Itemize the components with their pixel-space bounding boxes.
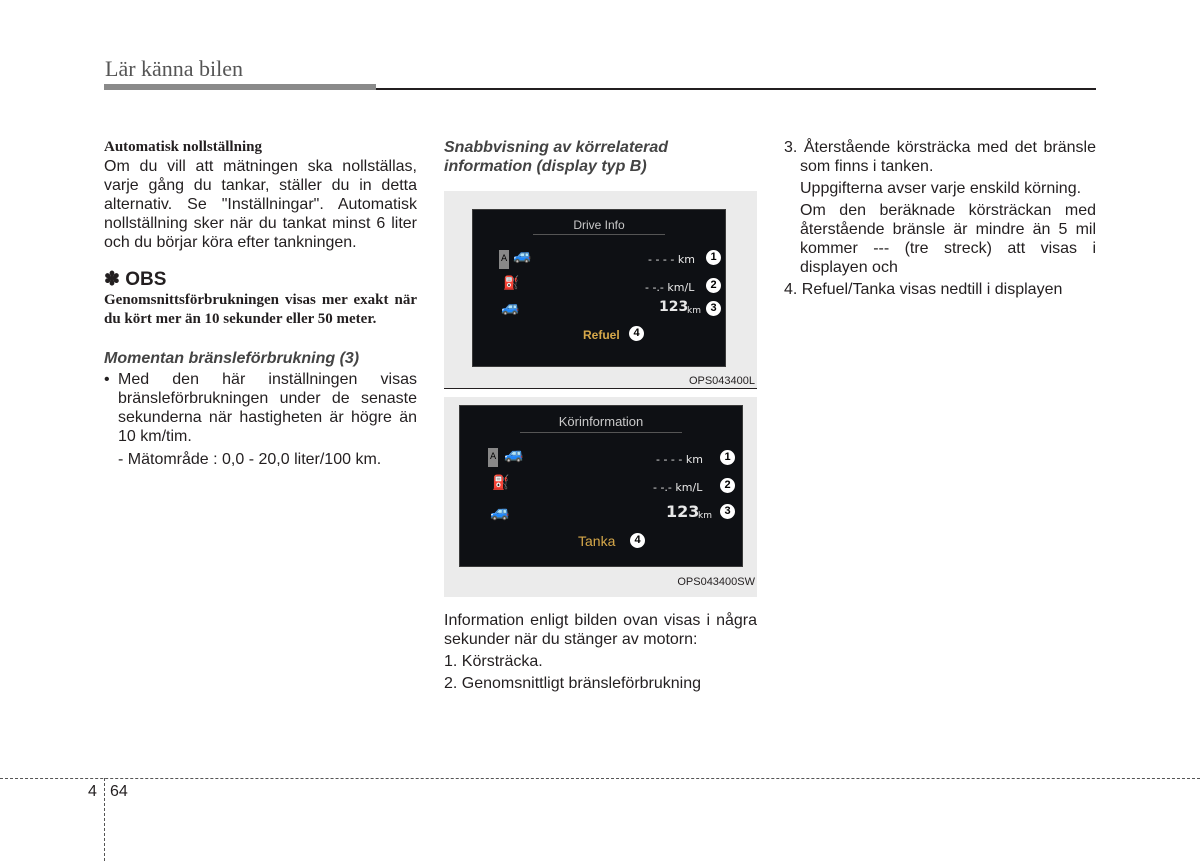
badge-a-icon: A bbox=[499, 250, 509, 269]
figure-drive-info bbox=[444, 191, 757, 389]
page-header-title: Lär känna bilen bbox=[105, 56, 244, 81]
obs-heading bbox=[104, 270, 417, 289]
figure-caption: OPS043400L bbox=[688, 375, 755, 387]
footer-dashed-rule bbox=[0, 778, 1200, 779]
obs-star-icon: ✽ bbox=[104, 269, 120, 290]
figure-divider bbox=[444, 388, 757, 389]
item3-note-2: Om den beräknade körsträckan med återstående bränsle är mindre än 5 mil kommer --- (tre streck) att visas i displayen och bbox=[800, 202, 1096, 276]
screen-title: Drive Info bbox=[573, 218, 625, 232]
obs-text: Genomsnittsförbrukningen visas mer exakt när du kört mer än 10 sekunder eller 50 meter. bbox=[104, 292, 417, 327]
marker-2: 2 bbox=[720, 478, 735, 493]
screen-title: Körinformation bbox=[558, 414, 644, 429]
figure-korinformation bbox=[444, 397, 757, 597]
list-item bbox=[104, 370, 417, 446]
fuel-pump-icon: ⛽ bbox=[503, 276, 520, 291]
bullet-text: Med den här inställningen visas bränsleförbrukningen under de senaste sekunderna när hastigheten är högre än 10 km/tim. bbox=[118, 371, 417, 445]
auto-reset-paragraph: Om du vill att mätningen ska nollställas, varje gång du tankar, ställer du in detta alternativ. Se "Inställningar". Automatisk nollställning sker när du tankat minst 6 liter och du börjar köra efter tankningen. bbox=[104, 158, 417, 251]
chapter-number: 4 bbox=[88, 783, 97, 800]
quick-display-heading: Snabbvisning av körrelaterad information (display typ B) bbox=[444, 139, 669, 175]
marker-3: 3 bbox=[706, 301, 721, 316]
column-right bbox=[784, 138, 1096, 299]
refuel-label: Refuel bbox=[583, 328, 620, 342]
momentary-consumption-heading: Momentan bränsleförbrukning (3) bbox=[104, 350, 360, 367]
distance-value: - - - - km bbox=[648, 253, 695, 266]
auto-reset-heading: Automatisk nollställning bbox=[104, 139, 262, 155]
avg-consumption-value: - -.- km/L bbox=[653, 481, 703, 494]
marker-4: 4 bbox=[629, 326, 644, 341]
marker-1: 1 bbox=[706, 250, 721, 265]
badge-a-icon: A bbox=[488, 448, 498, 467]
tanka-label: Tanka bbox=[578, 533, 616, 549]
list-item-3: 3. Återstående körsträcka med det bränsle som finns i tanken. bbox=[784, 139, 1096, 175]
display-screen bbox=[472, 209, 726, 367]
fuel-pump-icon: ⛽ bbox=[492, 475, 510, 491]
list-item-2: 2. Genomsnittligt bränsleförbrukning bbox=[444, 675, 702, 692]
screen-title-underline bbox=[533, 234, 665, 235]
car-fuel-icon: 🚙 bbox=[490, 502, 510, 521]
display-screen bbox=[459, 405, 743, 567]
marker-4: 4 bbox=[630, 533, 645, 548]
list-item-1: 1. Körsträcka. bbox=[444, 653, 543, 670]
header-rule-thick bbox=[104, 84, 376, 90]
figure-caption: OPS043400SW bbox=[677, 576, 755, 588]
header-rule-thin bbox=[376, 88, 1096, 90]
column-middle bbox=[444, 138, 757, 693]
screen-title-underline bbox=[520, 432, 682, 433]
car-fuel-icon: 🚙 bbox=[501, 298, 520, 316]
remaining-range-value: 123 bbox=[659, 299, 689, 315]
page-number: 64 bbox=[110, 783, 128, 800]
footer-dashed-divider bbox=[104, 778, 105, 861]
column-left bbox=[104, 138, 417, 469]
remaining-range-unit: km bbox=[687, 306, 701, 316]
marker-1: 1 bbox=[720, 450, 735, 465]
car-icon: 🚙 bbox=[504, 444, 524, 463]
obs-label: OBS bbox=[125, 269, 167, 290]
list-item-4: 4. Refuel/Tanka visas nedtill i displayen bbox=[784, 281, 1063, 298]
bullet-icon: • bbox=[104, 371, 110, 388]
measuring-range: - Mätområde : 0,0 - 20,0 liter/100 km. bbox=[118, 451, 382, 468]
distance-value: - - - - km bbox=[656, 453, 703, 466]
item3-note-1: Uppgifterna avser varje enskild körning. bbox=[800, 180, 1082, 197]
remaining-range-value: 123 bbox=[666, 502, 700, 521]
marker-3: 3 bbox=[720, 504, 735, 519]
avg-consumption-value: - -.- km/L bbox=[645, 281, 695, 294]
info-paragraph: Information enligt bilden ovan visas i några sekunder när du stänger av motorn: bbox=[444, 612, 757, 648]
remaining-range-unit: km bbox=[698, 511, 712, 521]
marker-2: 2 bbox=[706, 278, 721, 293]
car-icon: 🚙 bbox=[513, 246, 532, 264]
